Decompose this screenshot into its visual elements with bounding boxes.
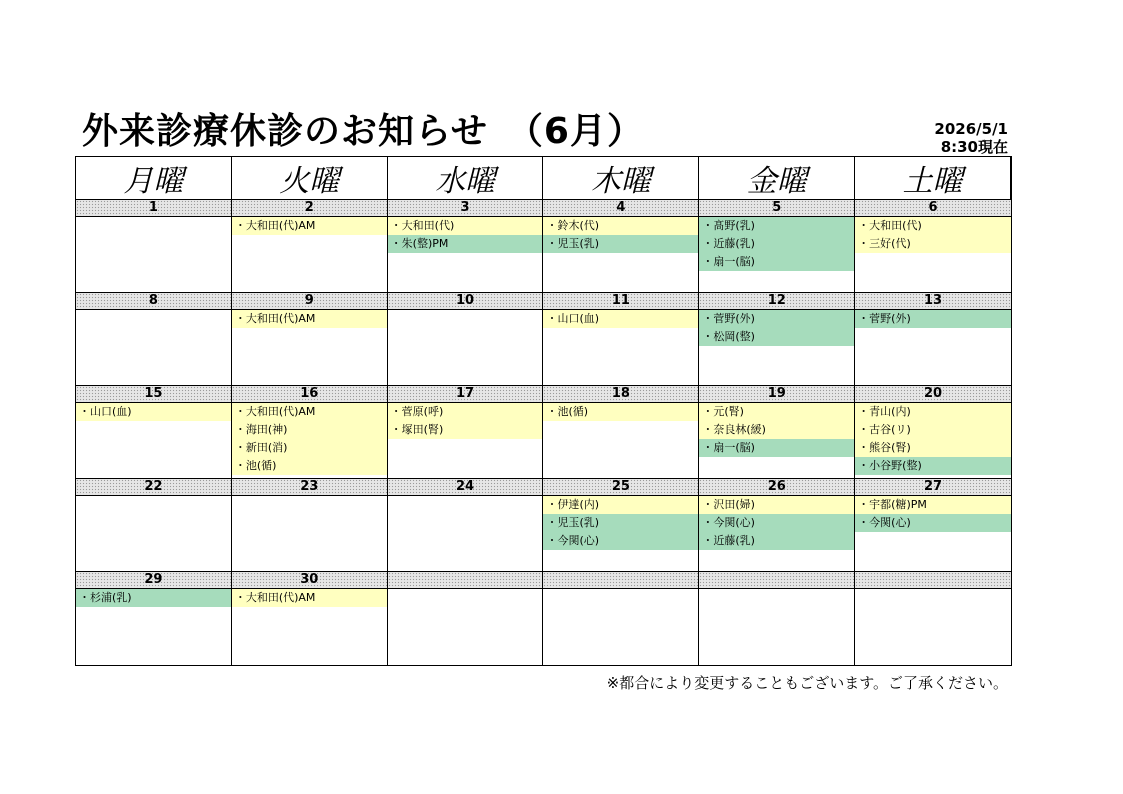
closure-entry: ・近藤(乳) [699, 235, 854, 253]
day-cell [76, 200, 232, 293]
day-cell [699, 293, 855, 386]
day-number: 2 [232, 200, 387, 217]
day-number [388, 572, 543, 589]
day-cell [699, 479, 855, 572]
day-number: 15 [76, 386, 231, 403]
closure-entry: ・扇一(脳) [699, 439, 854, 457]
page-title: 外来診療休診のお知らせ （6月） [82, 111, 644, 152]
closure-entry: ・池(循) [232, 457, 387, 475]
day-number: 1 [76, 200, 231, 217]
day-cell [76, 386, 232, 479]
closure-entry: ・鈴木(代) [543, 217, 698, 235]
day-number [543, 572, 698, 589]
closure-entry: ・杉浦(乳) [76, 589, 231, 607]
day-cell [543, 572, 699, 665]
closure-entry: ・奈良林(緩) [699, 421, 854, 439]
day-number: 10 [388, 293, 543, 310]
day-number: 16 [232, 386, 387, 403]
day-cell [76, 479, 232, 572]
day-cell [543, 200, 699, 293]
day-cell [543, 293, 699, 386]
closure-entry: ・菅原(呼) [388, 403, 543, 421]
day-number: 8 [76, 293, 231, 310]
day-number: 5 [699, 200, 854, 217]
closure-entry: ・青山(内) [855, 403, 1011, 421]
day-number: 4 [543, 200, 698, 217]
day-number: 22 [76, 479, 231, 496]
closure-entry: ・大和田(代)AM [232, 217, 387, 235]
day-cell [699, 572, 855, 665]
closure-entry: ・大和田(代)AM [232, 403, 387, 421]
day-cell [855, 572, 1011, 665]
closure-entry: ・髙野(乳) [699, 217, 854, 235]
closure-entry: ・池(循) [543, 403, 698, 421]
day-cell [388, 386, 544, 479]
day-number: 24 [388, 479, 543, 496]
footer-note: ※都合により変更することもございます。ご了承ください。 [606, 674, 1008, 692]
day-number: 29 [76, 572, 231, 589]
closure-entry: ・児玉(乳) [543, 514, 698, 532]
day-cell [543, 479, 699, 572]
day-cell [388, 293, 544, 386]
day-number [855, 572, 1011, 589]
day-cell [543, 386, 699, 479]
closure-entry: ・松岡(整) [699, 328, 854, 346]
day-cell [232, 479, 388, 572]
closure-entry: ・大和田(代)AM [232, 589, 387, 607]
update-time: 8:30現在 [940, 138, 1008, 156]
day-cell [232, 293, 388, 386]
day-number: 13 [855, 293, 1011, 310]
closure-entry: ・大和田(代) [388, 217, 543, 235]
closure-entry: ・朱(整)PM [388, 235, 543, 253]
day-cell [388, 572, 544, 665]
day-number: 17 [388, 386, 543, 403]
closure-entry: ・沢田(婦) [699, 496, 854, 514]
closure-entry: ・近藤(乳) [699, 532, 854, 550]
day-cell [855, 479, 1011, 572]
day-number: 26 [699, 479, 854, 496]
closure-entry: ・新田(消) [232, 439, 387, 457]
day-cell [699, 200, 855, 293]
day-cell [699, 386, 855, 479]
closure-entry: ・扇一(脳) [699, 253, 854, 271]
weekday-header-wed: 水曜 [388, 157, 544, 200]
closure-entry: ・山口(血) [543, 310, 698, 328]
weekday-header-thu: 木曜 [543, 157, 699, 200]
day-number: 30 [232, 572, 387, 589]
day-number: 3 [388, 200, 543, 217]
weekday-header-mon: 月曜 [76, 157, 232, 200]
calendar-grid [75, 156, 1012, 666]
day-number: 11 [543, 293, 698, 310]
day-cell [855, 293, 1011, 386]
closure-entry: ・宇都(糖)PM [855, 496, 1011, 514]
closure-entry: ・大和田(代) [855, 217, 1011, 235]
update-date: 2026/5/1 [934, 120, 1008, 138]
day-number: 23 [232, 479, 387, 496]
day-cell [76, 572, 232, 665]
closure-entry: ・小谷野(整) [855, 457, 1011, 475]
closure-entry: ・熊谷(腎) [855, 439, 1011, 457]
day-number: 20 [855, 386, 1011, 403]
closure-entry: ・大和田(代)AM [232, 310, 387, 328]
day-cell [855, 200, 1011, 293]
weekday-header-tue: 火曜 [232, 157, 388, 200]
day-number: 27 [855, 479, 1011, 496]
closure-entry: ・児玉(乳) [543, 235, 698, 253]
day-cell [232, 386, 388, 479]
closure-entry: ・今関(心) [699, 514, 854, 532]
day-number: 6 [855, 200, 1011, 217]
day-number: 18 [543, 386, 698, 403]
closure-entry: ・菅野(外) [855, 310, 1011, 328]
day-number: 12 [699, 293, 854, 310]
day-cell [388, 479, 544, 572]
day-cell [388, 200, 544, 293]
closure-entry: ・元(腎) [699, 403, 854, 421]
closure-entry: ・海田(神) [232, 421, 387, 439]
day-cell [855, 386, 1011, 479]
day-cell [232, 200, 388, 293]
day-cell [76, 293, 232, 386]
closure-entry: ・古谷(リ) [855, 421, 1011, 439]
day-cell [232, 572, 388, 665]
day-number: 19 [699, 386, 854, 403]
day-number: 9 [232, 293, 387, 310]
weekday-header-sat: 土曜 [855, 157, 1011, 200]
day-number: 25 [543, 479, 698, 496]
closure-entry: ・塚田(腎) [388, 421, 543, 439]
closure-entry: ・伊達(内) [543, 496, 698, 514]
closure-entry: ・三好(代) [855, 235, 1011, 253]
closure-entry: ・今関(心) [855, 514, 1011, 532]
update-timestamp [934, 120, 1008, 156]
closure-entry: ・山口(血) [76, 403, 231, 421]
weekday-header-fri: 金曜 [699, 157, 855, 200]
closure-entry: ・今関(心) [543, 532, 698, 550]
closure-entry: ・菅野(外) [699, 310, 854, 328]
day-number [699, 572, 854, 589]
